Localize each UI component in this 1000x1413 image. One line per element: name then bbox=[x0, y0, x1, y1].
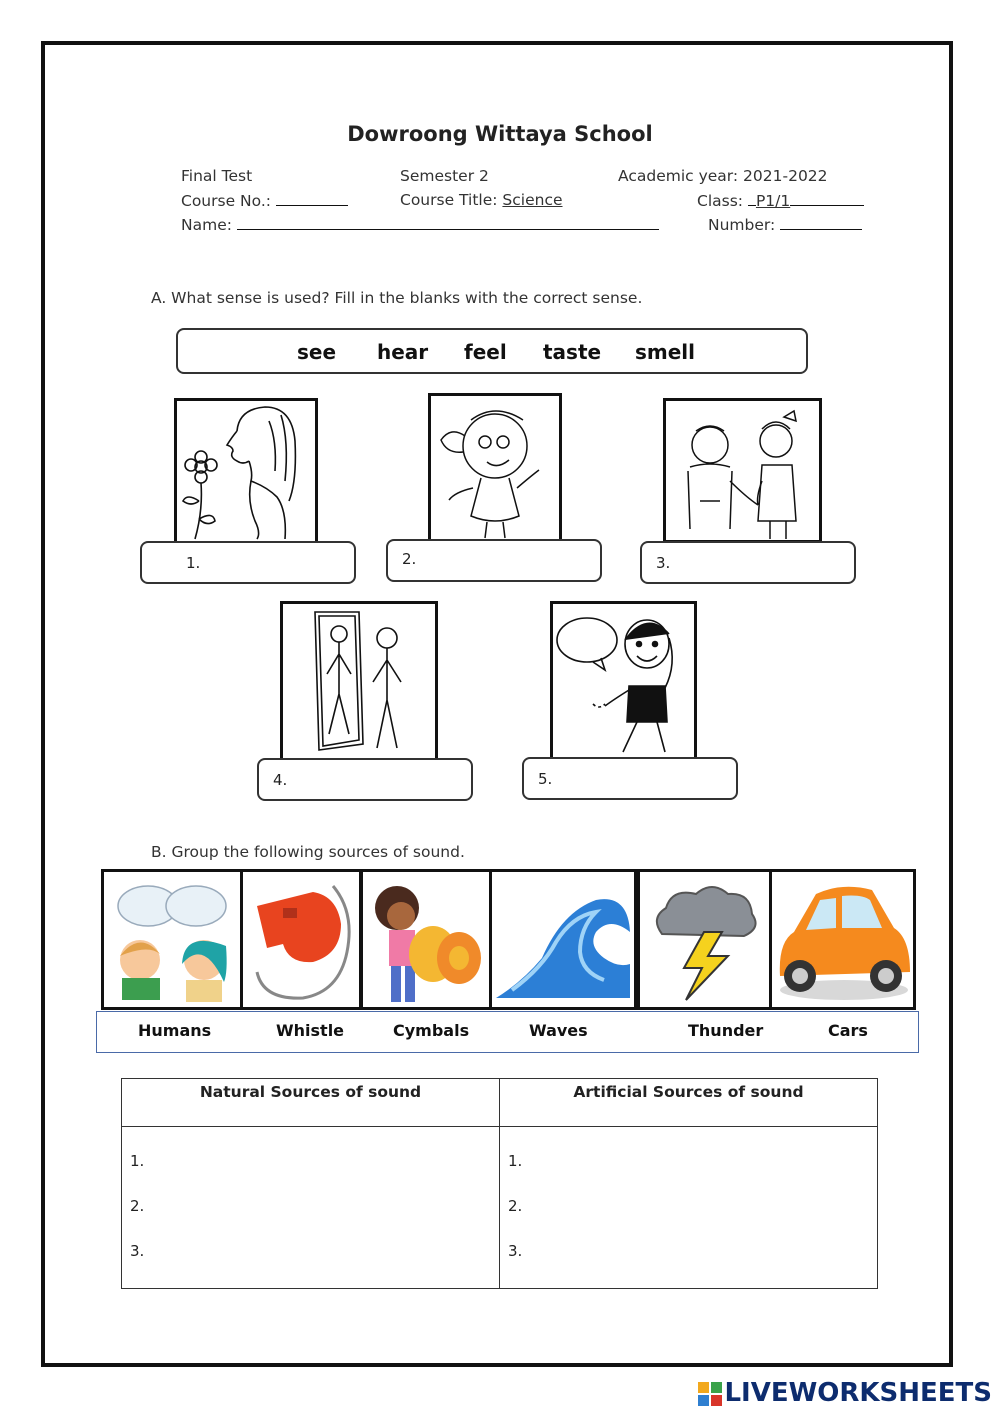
course-no-label: Course No.: bbox=[181, 192, 271, 210]
course-title-row bbox=[400, 191, 563, 209]
number-row bbox=[708, 215, 862, 234]
course-no-row bbox=[181, 191, 348, 210]
answer-box-2[interactable]: 2. bbox=[386, 539, 602, 582]
natural-row-2[interactable]: 2. bbox=[130, 1197, 145, 1215]
final-test-label: Final Test bbox=[181, 167, 253, 185]
natural-row-1[interactable]: 1. bbox=[130, 1152, 145, 1170]
header-artificial: Artificial Sources of sound bbox=[500, 1079, 878, 1127]
section-a-instruction: A. What sense is used? Fill in the blanks with the correct sense. bbox=[151, 289, 643, 307]
name-blank[interactable] bbox=[237, 215, 659, 230]
class-label: Class: bbox=[697, 192, 744, 210]
section-b-instruction: B. Group the following sources of sound. bbox=[151, 843, 465, 861]
header-natural: Natural Sources of sound bbox=[122, 1079, 500, 1127]
word-taste: taste bbox=[543, 340, 602, 364]
word-see: see bbox=[297, 340, 337, 364]
label-cars: Cars bbox=[828, 1021, 868, 1040]
label-whistle: Whistle bbox=[276, 1021, 345, 1040]
picture-thunder bbox=[637, 869, 772, 1010]
picture-see-mirror bbox=[280, 601, 438, 761]
liveworksheets-logo bbox=[698, 1378, 992, 1408]
answer-box-1[interactable]: 1. bbox=[140, 541, 356, 584]
number-blank[interactable] bbox=[780, 215, 862, 230]
label-cymbals: Cymbals bbox=[393, 1021, 470, 1040]
label-humans: Humans bbox=[138, 1021, 212, 1040]
course-no-blank[interactable] bbox=[276, 191, 348, 206]
liveworksheets-badge-icon bbox=[698, 1382, 722, 1406]
sound-sources-table bbox=[121, 1078, 878, 1289]
picture-hear-phone bbox=[550, 601, 697, 760]
semester-label: Semester 2 bbox=[400, 167, 489, 185]
picture-humans bbox=[101, 869, 243, 1010]
academic-year-label: Academic year: 2021-2022 bbox=[618, 167, 828, 185]
artificial-row-2[interactable]: 2. bbox=[508, 1197, 523, 1215]
sources-label-strip bbox=[96, 1011, 919, 1053]
artificial-answers[interactable] bbox=[500, 1127, 878, 1289]
number-label: Number: bbox=[708, 216, 776, 234]
class-row bbox=[697, 191, 864, 210]
word-smell: smell bbox=[635, 340, 696, 364]
picture-waves bbox=[489, 869, 637, 1010]
liveworksheets-text: LIVEWORKSHEETS bbox=[724, 1378, 992, 1408]
natural-row-3[interactable]: 3. bbox=[130, 1242, 145, 1260]
school-title: Dowroong Wittaya School bbox=[347, 122, 653, 146]
name-row bbox=[181, 215, 659, 234]
natural-answers[interactable] bbox=[122, 1127, 500, 1289]
picture-cymbals bbox=[360, 869, 492, 1010]
label-waves: Waves bbox=[529, 1021, 588, 1040]
answer-box-5[interactable]: 5. bbox=[522, 757, 738, 800]
class-value: P1/1 bbox=[755, 192, 791, 210]
course-title-label: Course Title: bbox=[400, 191, 498, 209]
picture-feel-handshake bbox=[663, 398, 822, 543]
word-hear: hear bbox=[377, 340, 429, 364]
answer-box-4[interactable]: 4. bbox=[257, 758, 473, 801]
word-feel: feel bbox=[464, 340, 507, 364]
artificial-row-3[interactable]: 3. bbox=[508, 1242, 523, 1260]
picture-whistle bbox=[240, 869, 362, 1010]
artificial-row-1[interactable]: 1. bbox=[508, 1152, 523, 1170]
picture-smell-flower bbox=[174, 398, 318, 544]
answer-box-3[interactable]: 3. bbox=[640, 541, 856, 584]
label-thunder: Thunder bbox=[688, 1021, 764, 1040]
name-label: Name: bbox=[181, 216, 232, 234]
course-title-value: Science bbox=[502, 191, 563, 209]
picture-taste bbox=[428, 393, 562, 543]
picture-cars bbox=[769, 869, 916, 1010]
